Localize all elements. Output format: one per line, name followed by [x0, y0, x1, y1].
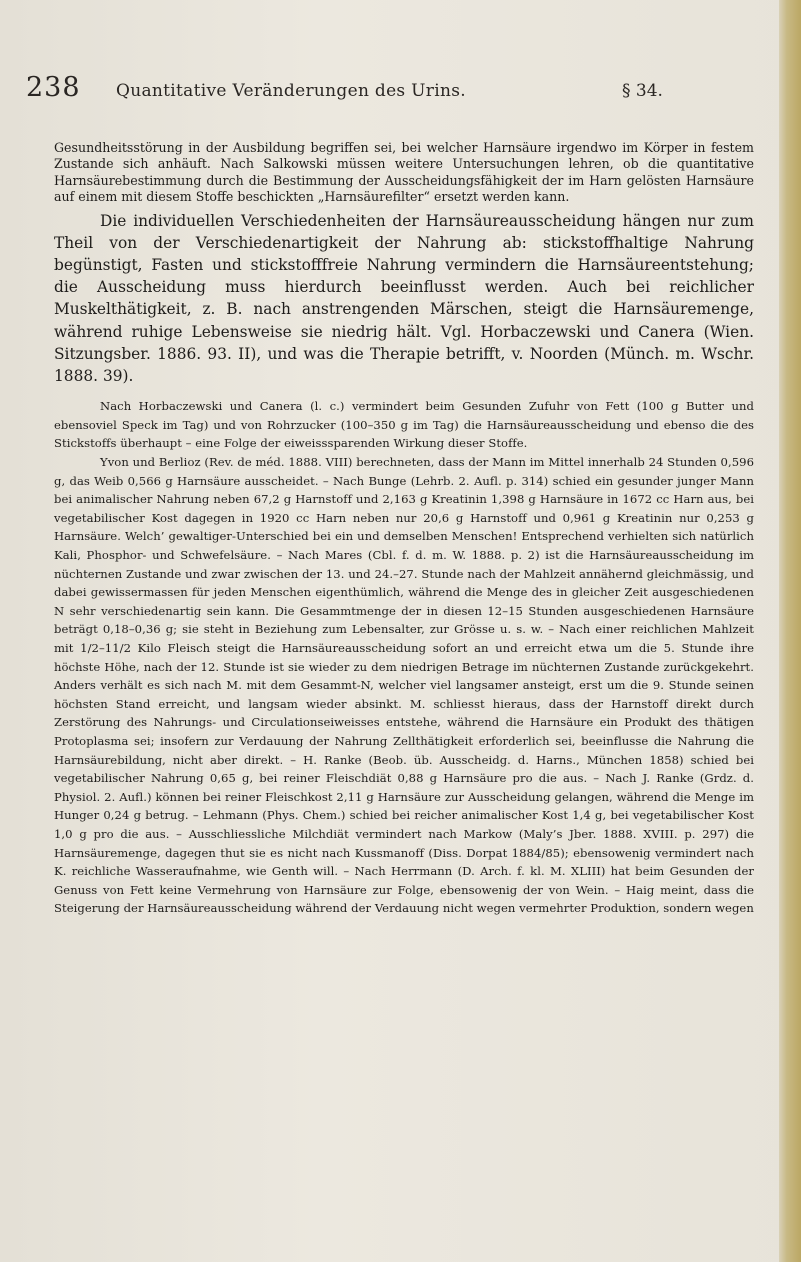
page-edge	[779, 0, 801, 1262]
paragraph-note-details: Yvon und Berlioz (Rev. de méd. 1888. VIII) berechneten, dass der Mann im Mittel innerhalb 24 Stunden 0,596 g, das Weib 0,566 g Harnsäure ausscheidet. – Nach Bunge (Lehrb. 2. Aufl. p. 314) schied ein gesunder junger Mann bei animalischer Nahrung neben 67,2 g Harnstoff und 2,163 g Kreatinin 1,398 g Harnsäure in 1672 cc Harn aus, bei vegetabilischer Kost dagegen in 1920 cc Harn neben nur 20,6 g Harnstoff und 0,961 g Kreatinin nur 0,253 g Harnsäure. Welch’ gewaltiger-Unterschied bei ein und demselben Menschen! Entsprechend verhielten sich natürlich Kali, Phosphor- und Schwefelsäure. – Nach Mares (Cbl. f. d. m. W. 1888. p. 2) ist die Harnsäureausscheidung im nüchternen Zustande und zwar zwischen der 13. und 24.–27. Stunde nach der Mahlzeit annähernd gleichmässig, und dabei gewissermassen für jeden Menschen eigenthümlich, während die Menge des in gleicher Zeit ausgeschiedenen N sehr verschiedenartig sein kann. Die Gesammtmenge der in diesen 12–15 Stunden ausgeschiedenen Harnsäure beträgt 0,18–0,36 g; sie steht in Beziehung zum Lebensalter, zur Grösse u. s. w. – Nach einer reichlichen Mahlzeit mit 1/2–11/2 Kilo Fleisch steigt die Harnsäureausscheidung sofort an und erreicht etwa um die 5. Stunde ihre höchste Höhe, nach der 12. Stunde ist sie wieder zu dem niedrigen Betrage im nüchternen Zustande zurückgekehrt. Anders verhält es sich nach M. mit dem Gesammt-N, welcher viel langsamer ansteigt, erst um die 9. Stunde seinen höchsten Stand erreicht, und langsam wieder absinkt. M. schliesst hieraus, dass der Harnstoff direkt durch Zerstörung des Nahrungs- und Circulationseiweisses entstehe, während die Harnsäure ein Produkt des thätigen Protoplasma sei; insofern zur Verdauung der Nahrung Zellthätigkeit erforderlich sei, beeinflusse die Nahrung die Harnsäurebildung, nicht aber direkt. – H. Ranke (Beob. üb. Ausscheidg. d. Harns., München 1858) schied bei vegetabilischer Nahrung 0,65 g, bei reiner Fleischdiät 0,88 g Harnsäure pro die aus. – Nach J. Ranke (Grdz. d. Physiol. 2. Aufl.) können bei reiner Fleischkost 2,11 g Harnsäure zur Ausscheidung gelangen, während die Menge im Hunger 0,24 g betrug. – Lehmann (Phys. Chem.) schied bei reicher animalischer Kost 1,4 g, bei vegetabilischer Kost 1,0 g pro die aus. – Ausschliessliche Milchdiät vermindert nach Markow (Maly’s Jber. 1888. XVIII. p. 297) die Harnsäuremenge, dagegen thut sie es nicht nach Kussmanoff (Diss. Dorpat 1884/85); ebensowenig vermindert nach K. reichliche Wasseraufnahme, wie Genth will. – Nach Herrmann (D. Arch. f. kl. M. XLIII) hat beim Gesunden der Genuss von Fett keine Vermehrung von Harnsäure zur Folge, ebensowenig der von Wein. – Haig meint, dass die Steigerung der Harnsäureausscheidung während der Verdauung nicht wegen vermehrter Produktion, sondern wegen	[54, 455, 754, 916]
running-title: Quantitative Veränderungen des Urins.	[116, 81, 466, 101]
body-text	[54, 140, 754, 918]
paragraph-continuation: Gesundheitsstörung in der Ausbildung begriffen sei, bei welcher Harnsäure irgendwo im Körper in festem Zustande sich anhäuft. Nach Salkowski müssen weitere Untersuchungen lehren, ob die quantitative Harnsäurebestimmung durch die Bestimmung der Ausscheidungsfähigkeit der im Harn gelösten Harnsäure auf einem mit diesem Stoffe beschickten „Harnsäurefilter“ ersetzt werden kann.	[54, 140, 754, 205]
paragraph-note-fett: Nach Horbaczewski und Canera (l. c.) vermindert beim Gesunden Zufuhr von Fett (100 g Butter und ebensoviel Speck im Tag) und von Rohrzucker (100–350 g im Tag) die Harnsäureausscheidung und ebenso die des Stickstoffs überhaupt – eine Folge der eiweisssparenden Wirkung dieser Stoffe.	[54, 399, 754, 451]
paragraph-main: Die individuellen Verschiedenheiten der Harnsäureausscheidung hängen nur zum Theil von der Verschiedenartigkeit der Nahrung ab: stickstoffhaltige Nahrung begünstigt, Fasten und stickstofffreie Nahrung vermindern die Harnsäureentstehung; die Ausscheidung muss hierdurch beeinflusst werden. Auch bei reichlicher Muskelthätigkeit, z. B. nach anstrengenden Märschen, steigt die Harnsäuremenge, während ruhige Lebensweise sie niedrig hält. Vgl. Horbaczewski und Canera (Wien. Sitzungsber. 1886. 93. II), und was die Therapie betrifft, v. Noorden (Münch. m. Wschr. 1888. 39).	[54, 211, 754, 386]
section-mark: § 34.	[622, 81, 663, 101]
running-header	[26, 72, 766, 112]
page-number: 238	[26, 72, 81, 103]
